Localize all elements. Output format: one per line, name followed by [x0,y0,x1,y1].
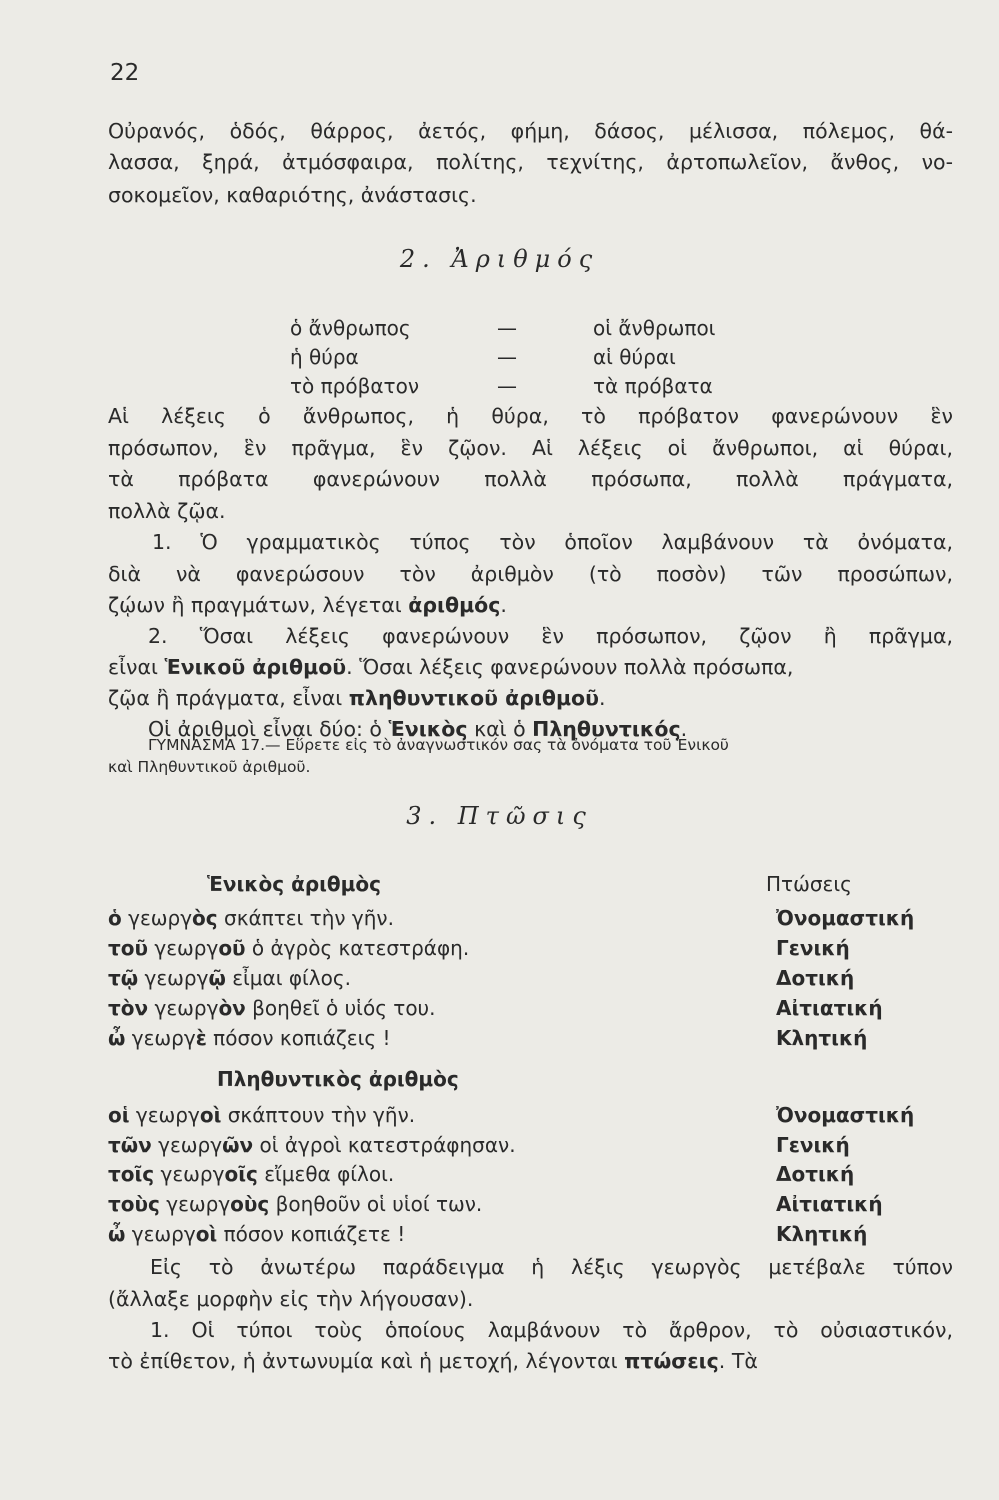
text-line: Εἰς τὸ ἀνωτέρω παράδειγμα ἡ λέξις γεωργὸς μετέβαλε τύπον [150,1255,953,1279]
example-plural: τὰ πρόβατα [593,374,713,398]
example-dash: — [497,345,517,369]
text-line: πολλὰ ζῷα. [108,499,226,523]
term-number: ἀριθμός [408,593,501,617]
case-name: Κλητική [776,1026,868,1050]
intro-line: σοκομεῖον, καθαριότης, ἀνάστασις. [108,183,477,207]
exercise-line: ΓΥΜΝΑΣΜΑ 17.— Εὕρετε εἰς τὸ ἀναγνωστικόν σας τὰ ὀνόματα τοῦ Ἑνικοῦ [148,736,729,754]
exercise-line: καὶ Πληθυντικοῦ ἀριθμοῦ. [108,758,311,776]
plural-header: Πληθυντικὸς ἀριθμὸς [217,1067,459,1091]
declension-row: τοῦ γεωργοῦ ὁ ἀγρὸς κατεστράφη. [108,936,470,960]
cases-label: Πτώσεις [766,872,852,896]
declension-row: τὸν γεωργὸν βοηθεῖ ὁ υἱός του. [108,996,436,1020]
text-line: τὰ πρόβατα φανερώνουν πολλὰ πρόσωπα, πολλὰ πράγματα, [108,467,953,491]
declension-row: οἱ γεωργοὶ σκάπτουν τὴν γῆν. [108,1103,416,1127]
text-line: Αἱ λέξεις ὁ ἄνθρωπος, ἡ θύρα, τὸ πρόβατον φανερώνουν ἓν [108,404,953,428]
section-heading-case: 3. Πτῶσις [406,802,593,830]
example-singular: ὁ ἄνθρωπος [290,316,411,340]
intro-line: λασσα, ξηρά, ἀτμόσφαιρα, πολίτης, τεχνίτης, ἀρτοπωλεῖον, ἄνθος, νο- [108,150,953,174]
text-line: πρόσωπον, ἓν πρᾶγμα, ἓν ζῷον. Αἱ λέξεις οἱ ἄνθρωποι, αἱ θύραι, [108,436,953,460]
term-singular-number: Ἑνικοῦ ἀριθμοῦ [164,655,347,679]
case-name: Κλητική [776,1222,868,1246]
declension-row: τοὺς γεωργοὺς βοηθοῦν οἱ υἱοί των. [108,1192,483,1216]
example-singular: τὸ πρόβατον [290,374,420,398]
term-cases: πτώσεις [624,1349,719,1373]
text-line: ζῷα ἢ πράγματα, εἶναι πληθυντικοῦ ἀριθμοῦ. [108,686,606,710]
example-dash: — [497,316,517,340]
text-line: 2. Ὅσαι λέξεις φανερώνουν ἓν πρόσωπον, ζῷον ἢ πρᾶγμα, [148,624,953,648]
example-plural: αἱ θύραι [593,345,676,369]
term-plural-number: πληθυντικοῦ ἀριθμοῦ [348,686,599,710]
declension-row: τῶν γεωργῶν οἱ ἀγροὶ κατεστράφησαν. [108,1133,516,1157]
declension-row: τοῖς γεωργοῖς εἴμεθα φίλοι. [108,1162,395,1186]
declension-row: ὁ γεωργὸς σκάπτει τὴν γῆν. [108,906,394,930]
text-line: ζῴων ἢ πραγμάτων, λέγεται ἀριθμός. [108,593,507,617]
text-line: τὸ ἐπίθετον, ἡ ἀντωνυμία καὶ ἡ μετοχή, λέγονται πτώσεις. Τὰ [108,1349,758,1373]
case-name: Δοτική [776,966,855,990]
case-name: Ὀνομαστική [776,1103,915,1127]
text-line: 1. Ὁ γραμματικὸς τύπος τὸν ὁποῖον λαμβάνουν τὰ ὀνόματα, [152,530,953,554]
page-number: 22 [110,60,140,86]
section-heading-number: 2. Ἀριθμός [399,245,600,273]
case-name: Γενική [776,936,850,960]
term-singular: Ἑνικὸς [388,717,468,741]
text-line: εἶναι Ἑνικοῦ ἀριθμοῦ. Ὅσαι λέξεις φανερώνουν πολλὰ πρόσωπα, [108,655,794,679]
example-dash: — [497,374,517,398]
singular-header: Ἑνικὸς ἀριθμὸς [207,872,381,896]
case-name: Δοτική [776,1162,855,1186]
text-line: (ἄλλαξε μορφὴν εἰς τὴν λήγουσαν). [108,1287,474,1311]
text-line: 1. Οἱ τύποι τοὺς ὁποίους λαμβάνουν τὸ ἄρθρον, τὸ οὐσιαστικόν, [150,1318,953,1342]
case-name: Γενική [776,1133,850,1157]
declension-row: τῷ γεωργῷ εἶμαι φίλος. [108,966,351,990]
case-name: Ὀνομαστική [776,906,915,930]
text-line: Οἱ ἀριθμοὶ εἶναι δύο: ὁ Ἑνικὸς καὶ ὁ Πληθυντικός. [148,717,688,741]
intro-line: Οὐρανός, ὁδός, θάρρος, ἀετός, φήμη, δάσος, μέλισσα, πόλεμος, θά- [108,119,953,143]
example-plural: οἱ ἄνθρωποι [593,316,716,340]
declension-row: ὦ γεωργοὶ πόσον κοπιάζετε ! [108,1222,406,1246]
term-plural: Πληθυντικός [532,717,681,741]
case-name: Αἰτιατική [776,1192,883,1216]
case-name: Αἰτιατική [776,996,883,1020]
example-singular: ἡ θύρα [290,345,359,369]
text-line: διὰ νὰ φανερώσουν τὸν ἀριθμὸν (τὸ ποσὸν) τῶν προσώπων, [108,562,953,586]
declension-row: ὦ γεωργὲ πόσον κοπιάζεις ! [108,1026,391,1050]
